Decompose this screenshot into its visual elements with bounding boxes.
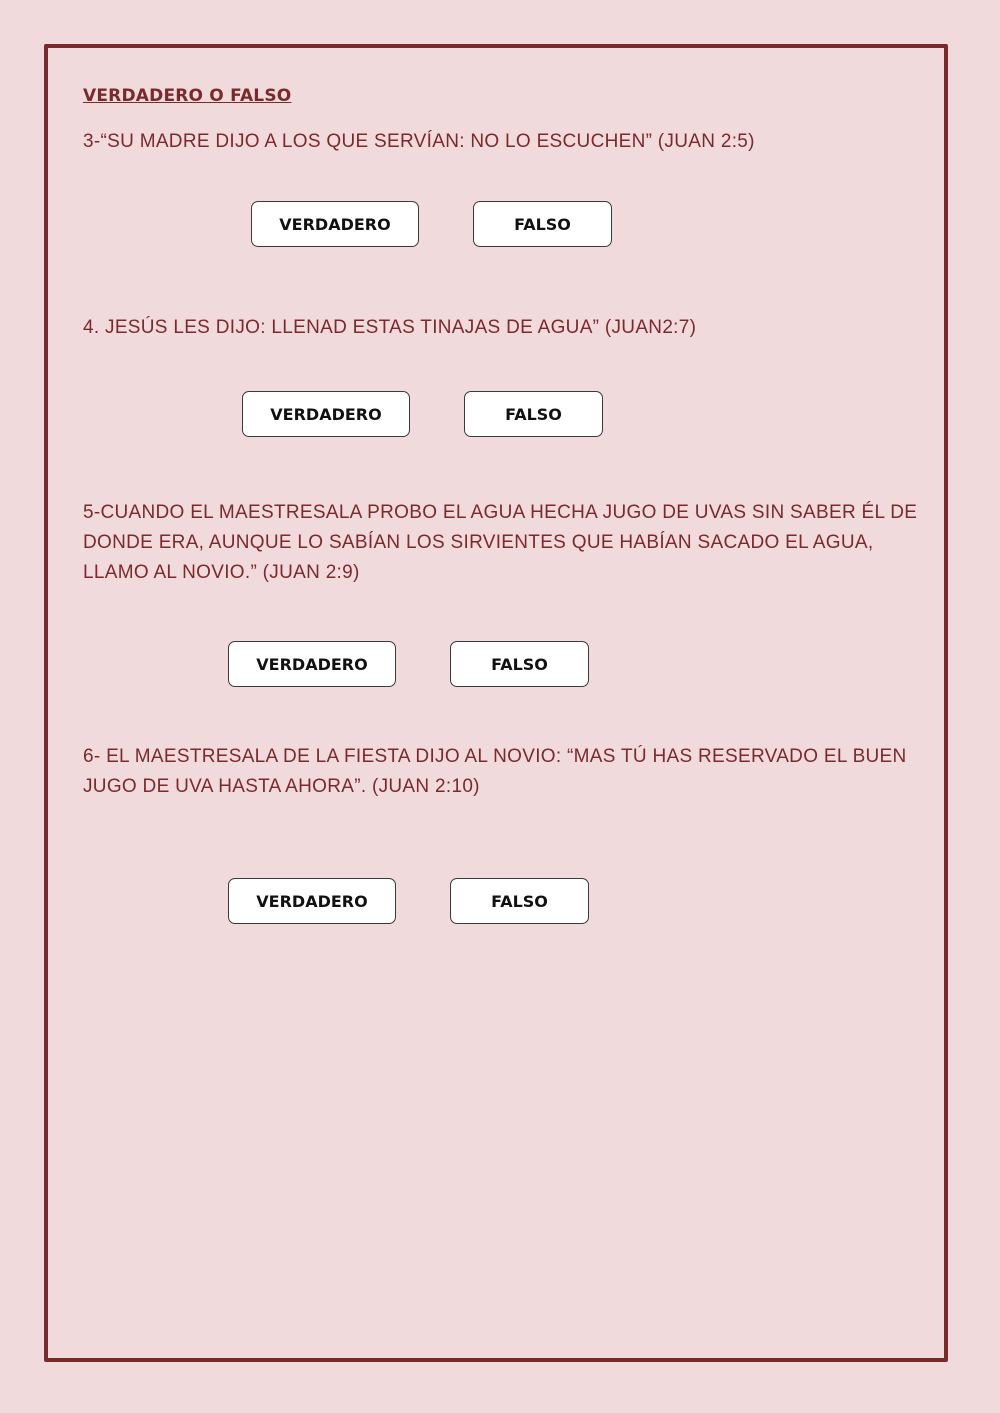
question-4-false-button[interactable]: FALSO — [464, 391, 603, 437]
question-3-true-button[interactable]: VERDADERO — [251, 201, 419, 247]
question-5-true-button[interactable]: VERDADERO — [228, 641, 396, 687]
question-4-true-button[interactable]: VERDADERO — [242, 391, 410, 437]
question-6-text: 6- EL MAESTRESALA DE LA FIESTA DIJO AL NOVIO: “MAS TÚ HAS RESERVADO EL BUEN JUGO DE UVA HASTA AHORA”. (JUAN 2:10) — [83, 746, 907, 797]
question-6-false-button[interactable]: FALSO — [450, 878, 589, 924]
question-5-false-button[interactable]: FALSO — [450, 641, 589, 687]
question-4-text: 4. JESÚS LES DIJO: LLENAD ESTAS TINAJAS DE AGUA” (JUAN2:7) — [83, 317, 697, 338]
worksheet-title: VERDADERO O FALSO — [83, 86, 292, 106]
question-3-false-button[interactable]: FALSO — [473, 201, 612, 247]
question-6-true-button[interactable]: VERDADERO — [228, 878, 396, 924]
question-5-text: 5-CUANDO EL MAESTRESALA PROBO EL AGUA HECHA JUGO DE UVAS SIN SABER ÉL DE DONDE ERA, AUNQUE LO SABÍAN LOS SIRVIENTES QUE HABÍAN SACADO EL AGUA, LLAMO AL NOVIO.” (JUAN 2:9) — [83, 502, 918, 583]
question-3-text: 3-“SU MADRE DIJO A LOS QUE SERVÍAN: NO LO ESCUCHEN” (JUAN 2:5) — [83, 131, 755, 152]
